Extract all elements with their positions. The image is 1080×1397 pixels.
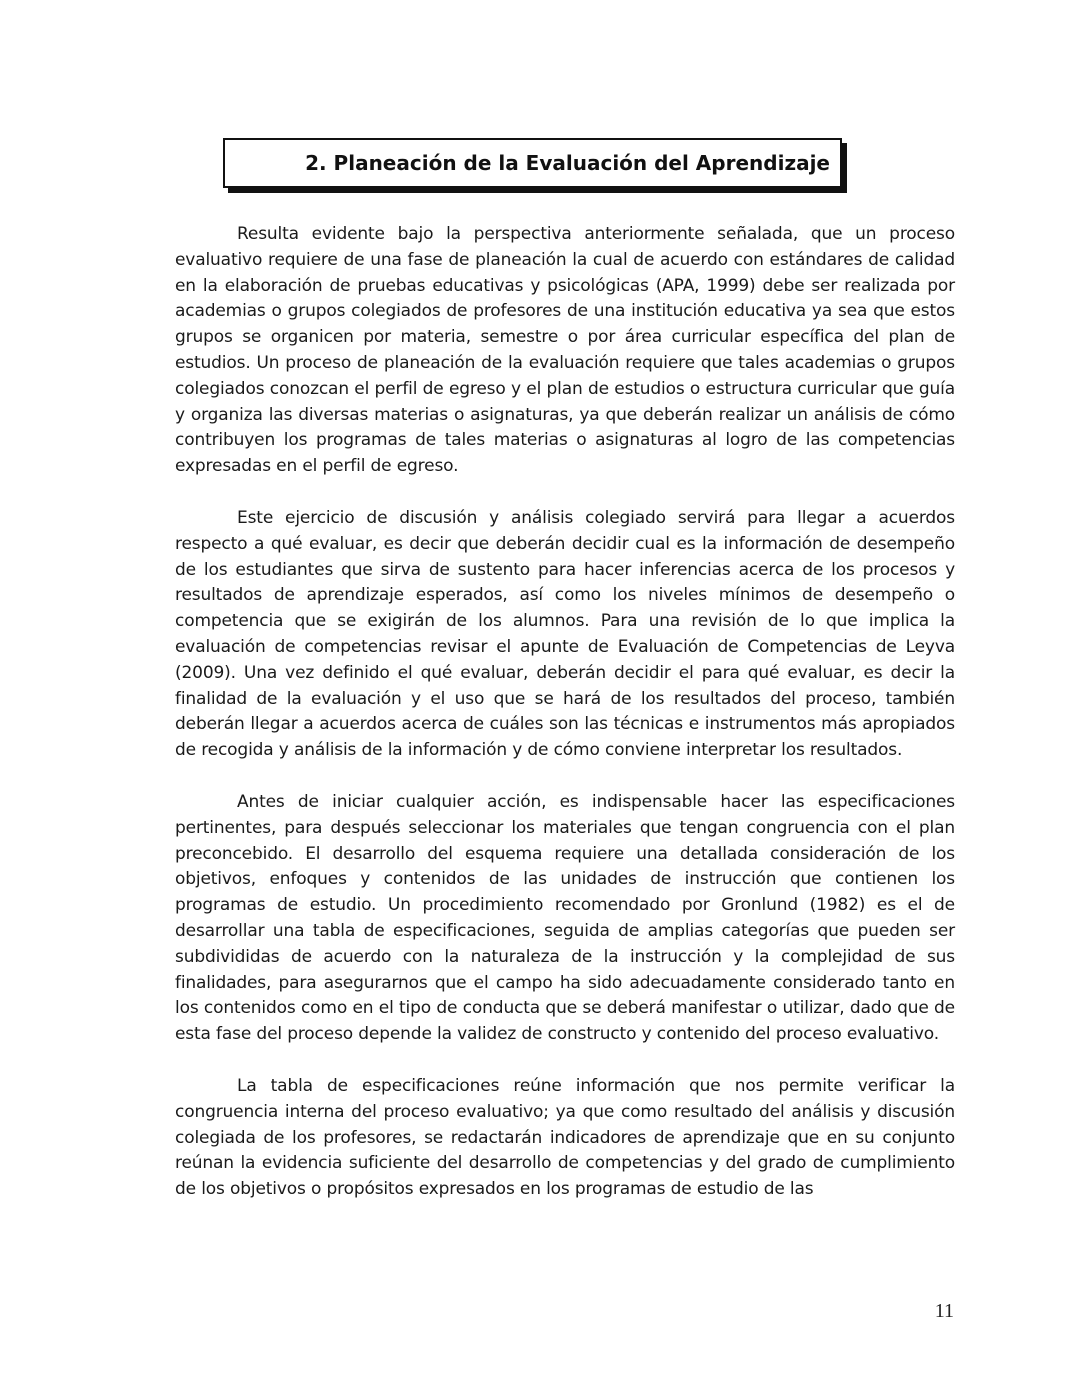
paragraph-1: Resulta evidente bajo la perspectiva anteriormente señalada, que un proceso evaluativo requiere de una fase de planeación la cual de acuerdo con estándares de calidad en la elaboración de pruebas educativas y psicológicas (APA, 1999) debe ser realizada por academias o grupos colegiados de profesores de una institución educativa ya sea que estos grupos se organicen por materia, semestre o por área curricular específica del plan de estudios. Un proceso de planeación de la evaluación requiere que tales academias o grupos colegiados conozcan el perfil de egreso y el plan de estudios o estructura curricular que guía y organiza las diversas materias o asignaturas, ya que deberán realizar un análisis de cómo contribuyen los programas de tales materias o asignaturas al logro de las competencias expresadas en el perfil de egreso.	[175, 224, 955, 477]
section-title-box	[223, 138, 842, 188]
section-title: 2. Planeación de la Evaluación del Aprendizaje	[305, 151, 830, 175]
paragraph-4: La tabla de especificaciones reúne información que nos permite verificar la congruencia interna del proceso evaluativo; ya que como resultado del análisis y discusión colegiada de los profesores, se redactarán indicadores de aprendizaje que en su conjunto reúnan la evidencia suficiente del desarrollo de competencias y del grado de cumplimiento de los objetivos o propósitos expresados en los programas de estudio de las	[175, 1075, 955, 1200]
paragraph-3: Antes de iniciar cualquier acción, es indispensable hacer las especificaciones pertinentes, para después seleccionar los materiales que tengan congruencia con el plan preconcebido. El desarrollo del esquema requiere una detallada consideración de los objetivos, enfoques y contenidos de las unidades de instrucción que contienen los programas de estudio. Un procedimiento recomendado por Gronlund (1982) es el de desarrollar una tabla de especificaciones, seguida de amplias categorías que pueden ser subdivididas de acuerdo con la naturaleza de la instrucción y la complejidad de sus finalidades, para asegurarnos que el campo ha sido adecuadamente considerado tanto en los contenidos como en el tipo de conducta que se deberá manifestar o utilizar, dado que de esta fase del proceso depende la validez de constructo y contenido del proceso evaluativo.	[175, 791, 955, 1045]
page-number: 11	[934, 1300, 954, 1322]
body-text	[175, 222, 955, 1229]
paragraph-2: Este ejercicio de discusión y análisis colegiado servirá para llegar a acuerdos respecto a qué evaluar, es decir que deberán decidir cual es la información de desempeño de los estudiantes que sirva de sustento para hacer inferencias acerca de los procesos y resultados de aprendizaje esperados, así como los niveles mínimos de desempeño o competencia que se exigirán de los alumnos. Para una revisión de lo que implica la evaluación de competencias revisar el apunte de Evaluación de Competencias de Leyva (2009). Una vez definido el qué evaluar, deberán decidir el para qué evaluar, es decir la finalidad de la evaluación y el uso que se hará de los resultados del proceso, también deberán llegar a acuerdos acerca de cuáles son las técnicas e instrumentos más apropiados de recogida y análisis de la información y de cómo conviene interpretar los resultados.	[175, 507, 955, 761]
